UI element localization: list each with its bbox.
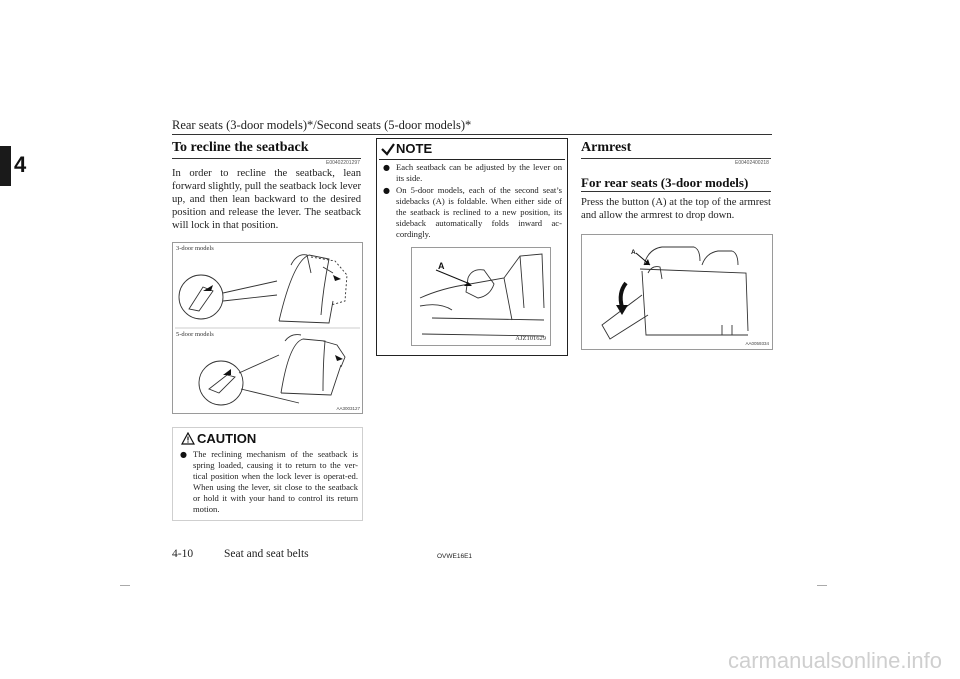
armrest-figure [581,234,773,350]
sideback-illustration [412,248,550,345]
page-number: 4-10 [172,548,194,560]
armrest-section-title: Armrest [581,140,632,155]
recline-title-rule [172,158,361,159]
armrest-illustration [582,235,772,349]
note-item-2: On 5-door models, each of the second seat’s sidebacks (A) is foldable. When either side of the seatback is reclined to a new position, its sideback automatically folds inward ac-cordingly. [396,185,562,239]
warning-triangle-icon [181,432,195,445]
bullet-icon: ● [383,163,390,172]
caution-text: The reclining mechanism of the seatback is spring loaded, causing it to return to the ver-tical position when the lock lever is operat-ed. When using the lever, sit close to the seatback or hold it with your hand to control its return motion. [193,449,358,514]
crop-mark [817,585,827,586]
sideback-figure [411,247,551,346]
recline-figure [172,242,363,414]
note-title: NOTE [396,141,433,156]
recline-seat-illustration [173,243,362,413]
bullet-icon: ● [180,450,187,459]
armrest-subtitle-rule [581,191,771,192]
note-title-rule [379,159,565,160]
note-check-icon [380,142,396,156]
sideback-figure-code: AJZ101629 [515,335,546,342]
figure-label-3-door: 3-door models [176,245,214,252]
chapter-number: 4 [14,152,27,177]
footer-section-title: Seat and seat belts [224,548,309,560]
note-box [376,138,568,356]
recline-body-text: In order to recline the seatback, lean forward slightly, pull the seatback lock lever up, and then lean backward to the desired position and release the lever. The seatback will lock in that position. [172,168,361,231]
armrest-figure-code: AA0059334 [745,341,769,346]
note-item-1: Each seatback can be adjusted by the lever on its side. [396,162,562,183]
running-head: Rear seats (3-door models)*/Second seats (5-door models)* [172,118,472,132]
figure-callout-a: A [631,249,636,256]
recline-figure-code: AA3003127 [336,406,360,411]
header-rule [172,134,772,135]
recline-section-code: E00402201297 [326,160,360,166]
caution-box [172,427,363,521]
footer-doc-code: OVWE16E1 [437,553,473,560]
watermark-text: carmanualsonline.info [727,648,942,673]
figure-callout-a: A [438,261,445,271]
armrest-title-rule [581,158,771,159]
crop-mark [120,585,130,586]
armrest-body-text: Press the button (A) at the top of the armrest and allow the armrest to drop down. [581,197,771,221]
figure-label-5-door: 5-door models [176,331,214,338]
caution-title: CAUTION [197,431,257,446]
chapter-tab [0,146,11,186]
bullet-icon: ● [383,186,390,195]
recline-section-title: To recline the seatback [172,140,309,155]
armrest-subtitle: For rear seats (3-door models) [581,175,749,190]
armrest-section-code: E00402400218 [735,160,769,166]
